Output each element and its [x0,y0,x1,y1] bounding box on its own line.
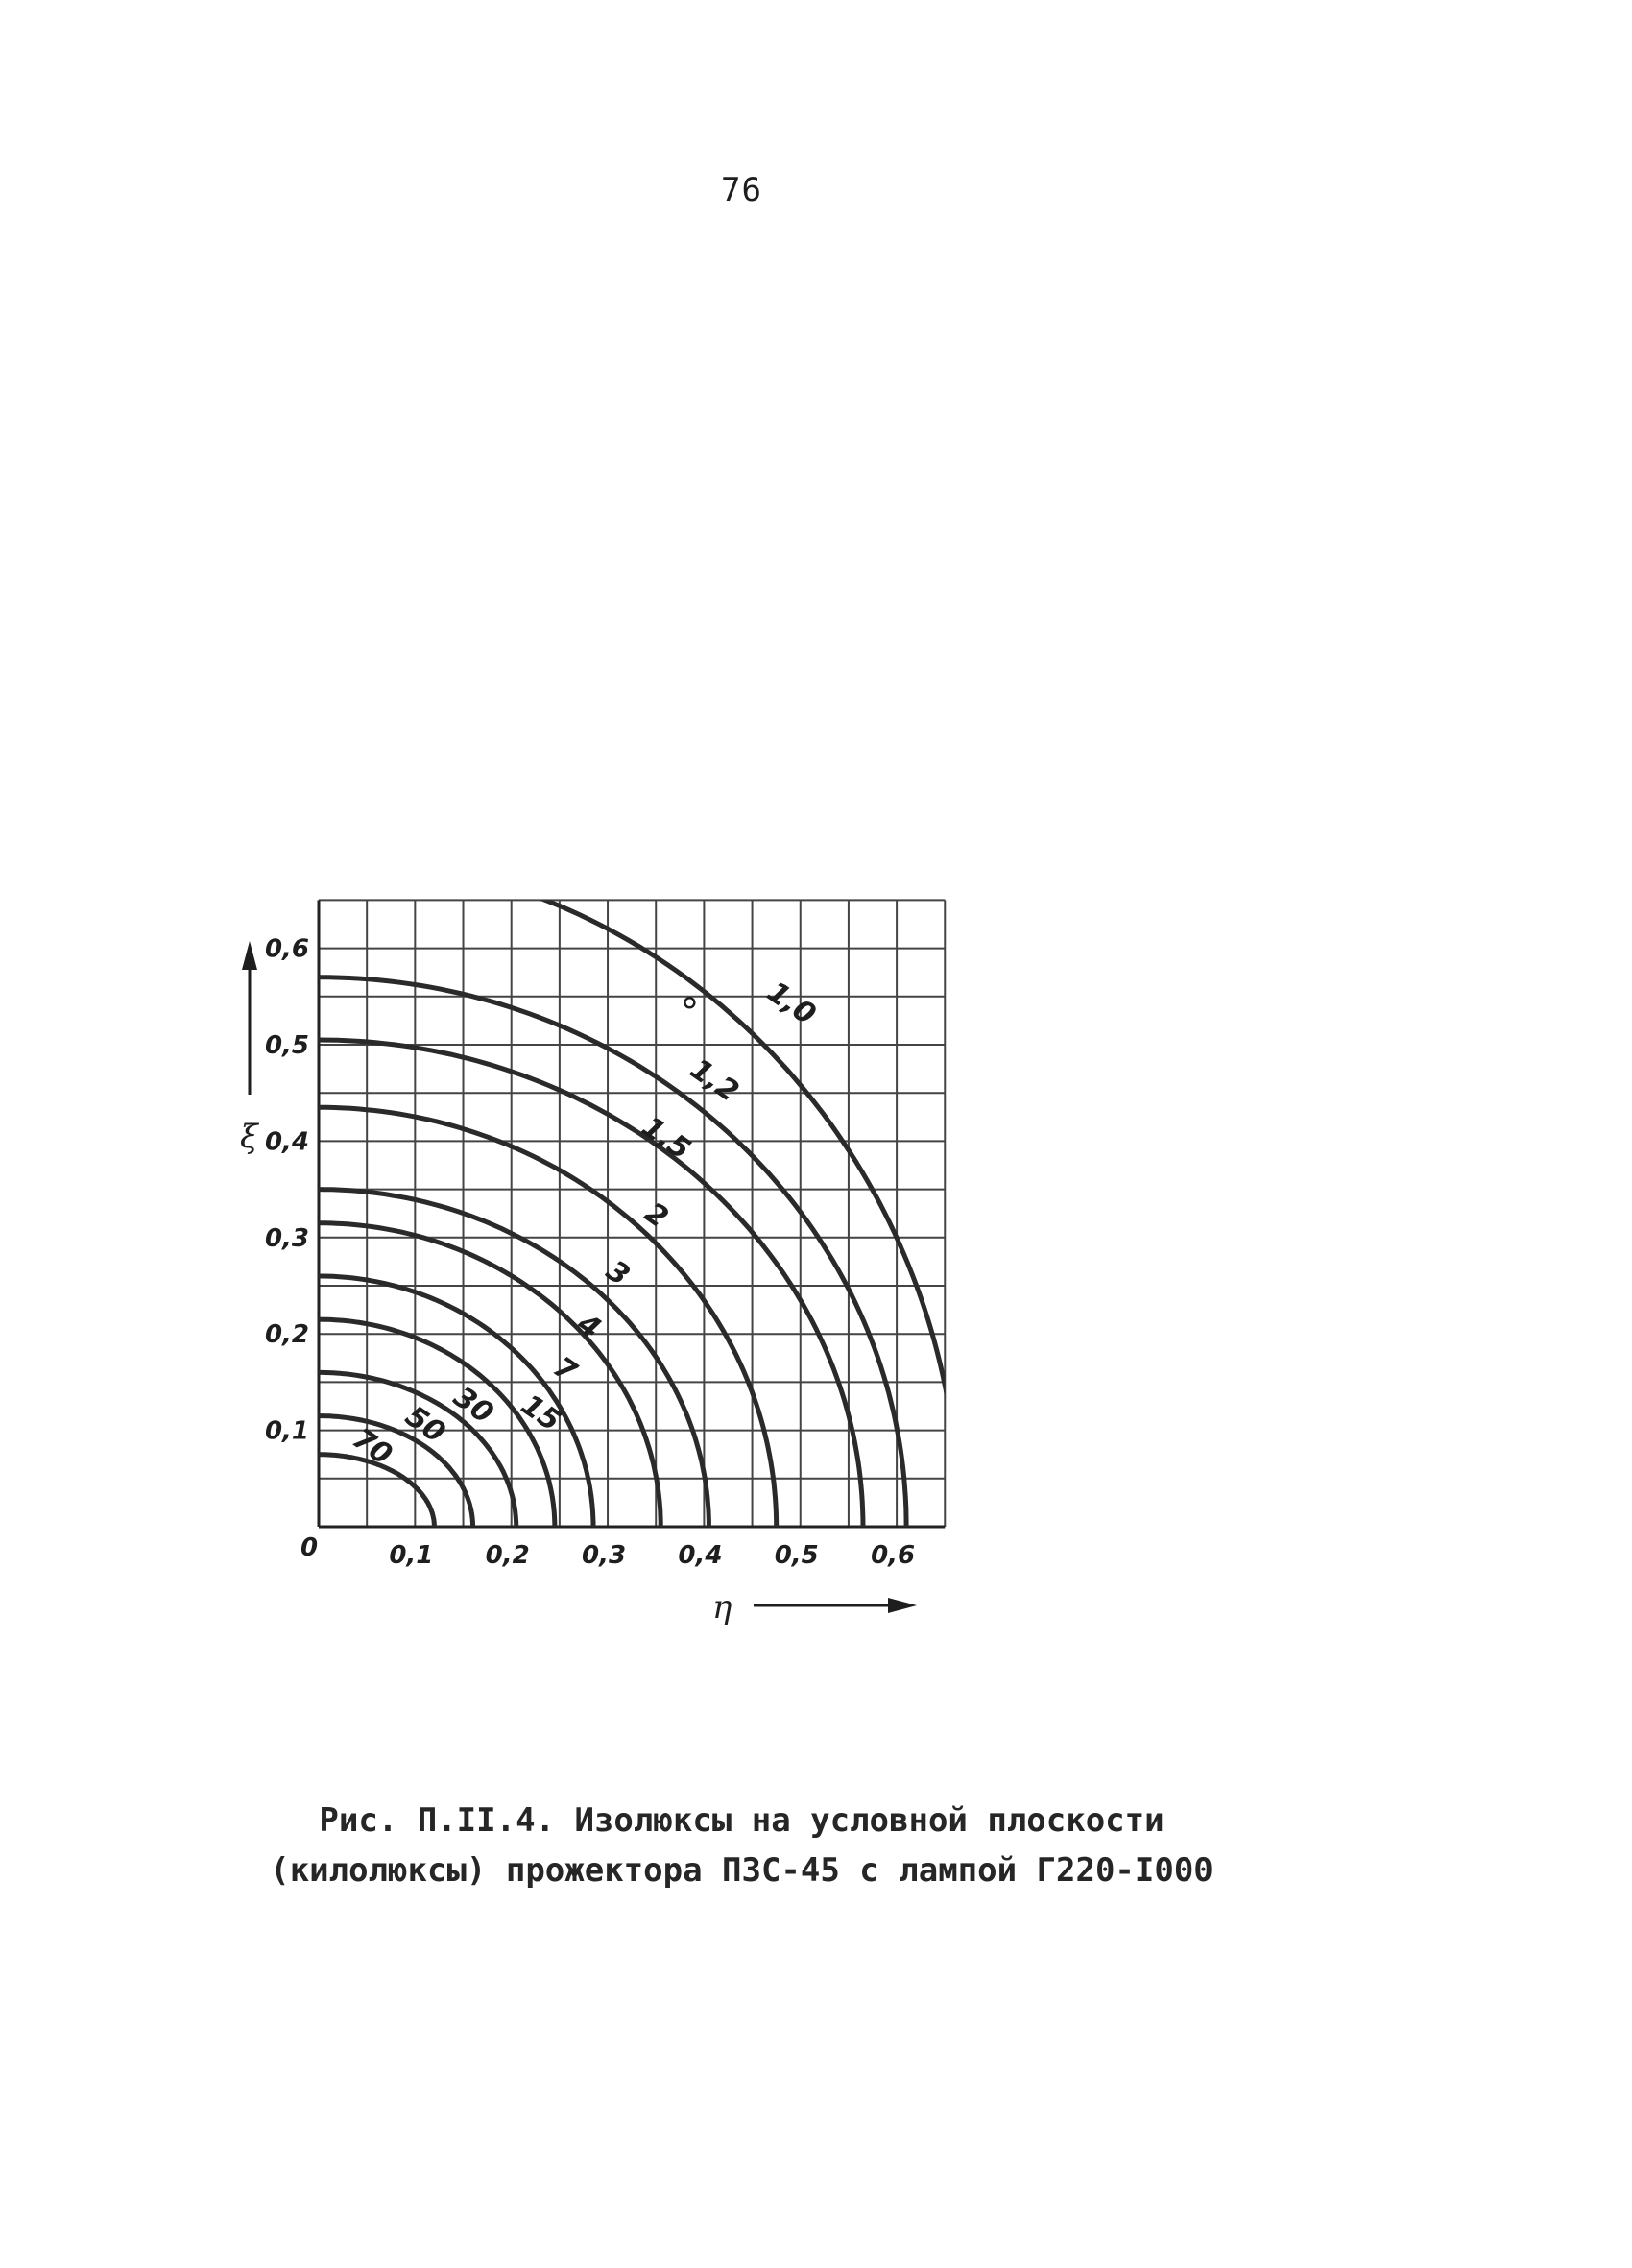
x-tick-label: 0,3 [582,1541,627,1570]
curve-value-label: 7 [546,1350,583,1389]
x-tick-label: 0,5 [774,1541,819,1570]
caption-line-1: Рис. П.II.4. Изолюксы на условной плоскости [319,1801,1164,1840]
curve-value-label: 3 [599,1253,636,1293]
x-tick-label: 0,6 [871,1541,916,1570]
y-axis-arrowhead [242,941,257,970]
x-axis-arrowhead [888,1598,917,1613]
curve-value-label: 70 [346,1421,398,1473]
figure-caption [240,1796,1243,1895]
x-axis-label: η [712,1588,732,1627]
y-tick-label: 0,1 [264,1416,309,1446]
degree-mark-annotation: ° [680,990,700,1035]
y-tick-label: 0,5 [264,1031,309,1060]
curve-value-label: 15 [515,1387,567,1439]
y-tick-label: 0,3 [264,1223,309,1253]
curve-value-label: 2 [638,1195,675,1236]
x-tick-label: 0,1 [389,1541,434,1570]
y-tick-label: 0,4 [264,1127,309,1157]
curve-value-label: 50 [398,1399,451,1451]
curve-value-label: 1,5 [635,1110,697,1168]
y-axis-label: ξ [240,1118,258,1156]
curve-value-label: 1,0 [760,975,822,1032]
origin-label: 0 [300,1533,319,1562]
x-tick-label: 0,4 [678,1541,723,1570]
curve-value-label: 4 [570,1307,607,1346]
y-tick-label: 0,6 [264,934,309,964]
y-tick-label: 0,2 [264,1320,309,1350]
isolux-curve [319,977,906,1527]
x-tick-label: 0,2 [485,1541,530,1570]
isolux-curve [319,1107,777,1527]
curve-value-label: 1,2 [684,1051,745,1109]
page-number: 76 [721,171,762,209]
curve-value-label: 30 [446,1380,500,1432]
caption-line-2: (килолюксы) прожектора ПЗС-45 с лампой Г220-I000 [270,1851,1213,1890]
